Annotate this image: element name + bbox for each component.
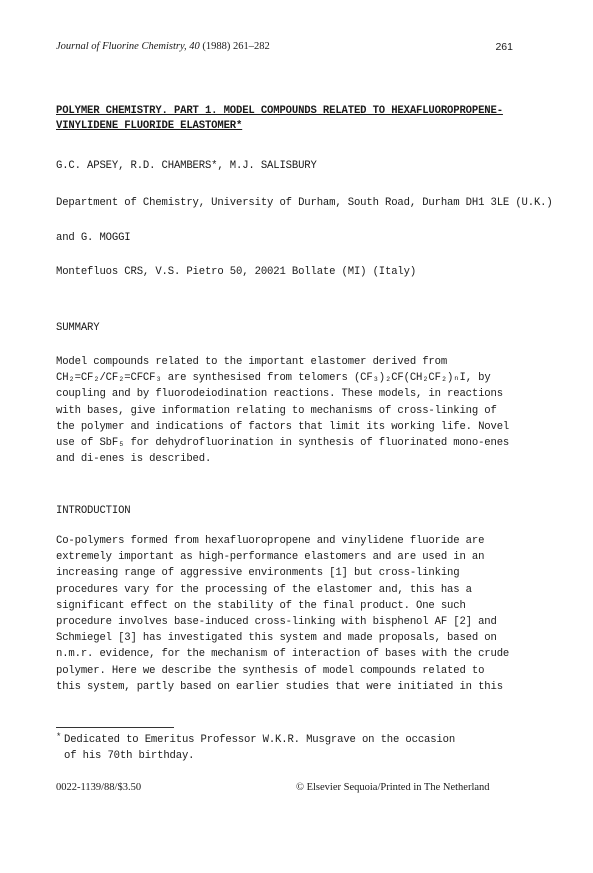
- introduction-line: significant effect on the stability of the final product. One such: [56, 599, 466, 612]
- introduction-line: polymer. Here we describe the synthesis of model compounds related to: [56, 664, 485, 677]
- summary-line: the polymer and indications of factors that limit its working life. Novel: [56, 420, 510, 433]
- summary-line: with bases, give information relating to mechanisms of cross-linking of: [56, 404, 497, 417]
- introduction-line: n.m.r. evidence, for the mechanism of interaction of bases with the crude: [56, 648, 510, 661]
- summary-line: Model compounds related to the important elastomer derived from: [56, 356, 448, 368]
- summary-line: CH₂=CF₂/CF₂=CFCF₃ are synthesised from telomers (CF₃)₂CF(CH₂CF₂)ₙI, by: [56, 372, 491, 385]
- footnote-line-1: Dedicated to Emeritus Professor W.K.R. Musgrave on the occasion: [64, 734, 456, 746]
- introduction-line: Schmiegel [3] has investigated this system and made proposals, based on: [56, 632, 497, 645]
- footnote-mark: *: [56, 732, 62, 742]
- summary-heading: SUMMARY: [56, 322, 100, 334]
- summary-line: coupling and by fluorodeiodination reactions. These models, in reactions: [56, 388, 503, 401]
- introduction-line: this system, partly based on earlier studies that were initiated in this: [56, 680, 503, 693]
- title-line-1: POLYMER CHEMISTRY. PART 1. MODEL COMPOUNDS RELATED TO HEXAFLUOROPROPENE-: [56, 105, 503, 117]
- footnote-line-2: of his 70th birthday.: [64, 750, 195, 762]
- article-title: [56, 104, 546, 134]
- introduction-heading: INTRODUCTION: [56, 505, 131, 517]
- journal-year-pages: (1988) 261–282: [202, 41, 270, 52]
- author-list-2: and G. MOGGI: [56, 232, 131, 244]
- introduction-paragraph: [56, 533, 536, 695]
- author-list: G.C. APSEY, R.D. CHAMBERS*, M.J. SALISBURY: [56, 160, 317, 172]
- introduction-line: procedures vary for the processing of the elastomer and, this has a: [56, 583, 472, 596]
- introduction-line: increasing range of aggressive environments [1] but cross-linking: [56, 567, 460, 580]
- summary-line: use of SbF₅ for dehydrofluorination in synthesis of fluorinated mono-enes: [56, 437, 510, 450]
- affiliation-montefluos: Montefluos CRS, V.S. Pietro 50, 20021 Bollate (MI) (Italy): [56, 266, 417, 278]
- title-line-2: VINYLIDENE FLUORIDE ELASTOMER*: [56, 120, 243, 132]
- issn-price: 0022-1139/88/$3.50: [56, 782, 142, 793]
- page-number: 261: [495, 41, 513, 53]
- introduction-line: extremely important as high-performance elastomers and are used in an: [56, 551, 485, 564]
- affiliation-durham: Department of Chemistry, University of Durham, South Road, Durham DH1 3LE (U.K.): [56, 197, 553, 209]
- journal-volume: 40: [189, 41, 200, 52]
- footnote: [56, 732, 455, 764]
- journal-header: [56, 41, 270, 52]
- footnote-divider: [56, 727, 174, 728]
- summary-line: and di-enes is described.: [56, 453, 212, 466]
- publisher-notice: © Elsevier Sequoia/Printed in The Netherland: [296, 782, 490, 793]
- introduction-line: procedure involves base-induced cross-linking with bisphenol AF [2] and: [56, 616, 497, 629]
- introduction-line: Co-polymers formed from hexafluoropropene and vinylidene fluoride are: [56, 535, 485, 547]
- summary-paragraph: [56, 354, 536, 467]
- journal-name: Journal of Fluorine Chemistry,: [56, 41, 187, 52]
